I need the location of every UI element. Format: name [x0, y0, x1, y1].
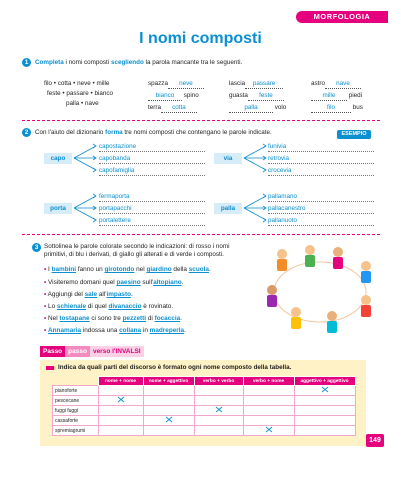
sentence: • I bambini fanno un girotondo nel giardino della scuola.	[44, 266, 211, 273]
page-title: I nomi composti	[139, 30, 262, 47]
bracket-arrows	[242, 142, 268, 176]
compound-item: bianco spino	[148, 92, 199, 101]
stem-word: palla	[214, 203, 242, 214]
exercise-2-instruction: Con l'aiuto del dizionario forma tre nomi composti che contengano le parole indicate.	[35, 129, 272, 136]
sentence: • Lo schienale di quel divanaccio è rovinato.	[44, 303, 174, 310]
exercise-number-1: 1	[22, 58, 31, 67]
bracket-arrows	[72, 142, 98, 176]
sentence: • Nel tostapane ci sono tre pezzetti di focaccia.	[44, 315, 182, 322]
children-circle-illustration	[262, 240, 378, 336]
table-header-cell: aggettivo + aggettivo	[294, 377, 355, 386]
answer-cell[interactable]	[194, 406, 243, 416]
answer-cell[interactable]	[98, 416, 143, 426]
sentence: • Visiteremo domani quel paesino sull'altopiano.	[44, 279, 184, 286]
table-header-row	[53, 377, 356, 386]
bracket-arrows	[72, 192, 98, 226]
compound-item: mille piedi	[311, 92, 362, 101]
example-label: ESEMPIO	[337, 130, 371, 139]
compound-word[interactable]: retrovia	[268, 154, 374, 164]
exercise-1-instruction: Completa i nomi composti scegliendo la parola mancante tra le seguenti.	[35, 59, 243, 66]
answer-cell[interactable]	[143, 426, 194, 436]
exercise-number-2: 2	[22, 128, 31, 137]
check-mark-icon	[117, 396, 125, 403]
compound-item: palla volo	[229, 104, 286, 113]
table-row	[53, 386, 356, 396]
answer-cell[interactable]	[194, 396, 243, 406]
answer-cell[interactable]	[243, 416, 294, 426]
row-label: spremiagrumi	[53, 426, 99, 436]
stem-word: via	[214, 153, 242, 164]
compound-word[interactable]: capofamiglia	[99, 166, 205, 176]
compound-word[interactable]: portapacchi	[99, 204, 205, 214]
table-row	[53, 406, 356, 416]
parts-of-speech-table	[52, 376, 356, 436]
answer-cell[interactable]	[194, 426, 243, 436]
table-row	[53, 426, 356, 436]
invalsi-header: Passo passo verso l'INVALSI	[40, 346, 144, 357]
answer-cell[interactable]	[194, 386, 243, 396]
compound-item: spazza neve	[148, 80, 204, 89]
compound-word[interactable]: portalettere	[99, 216, 205, 226]
row-label: cassaforte	[53, 416, 99, 426]
compound-word[interactable]: pallamano	[268, 192, 374, 202]
table-header-cell	[53, 377, 99, 386]
compound-word[interactable]: crocevia	[268, 166, 374, 176]
answer-cell[interactable]	[98, 406, 143, 416]
answer-cell[interactable]	[294, 386, 355, 396]
table-header-cell: verbo + nome	[243, 377, 294, 386]
compound-item: guasta feste	[229, 92, 284, 101]
exercise-number-3: 3	[32, 243, 41, 252]
sentence: • Aggiungi del sale all'impasto.	[44, 291, 133, 298]
compound-word[interactable]: capobanda	[99, 154, 205, 164]
answer-cell[interactable]	[143, 396, 194, 406]
answer-cell[interactable]	[294, 426, 355, 436]
page-number: 149	[366, 434, 384, 447]
answer-cell[interactable]	[143, 386, 194, 396]
table-header-cell: nome + nome	[98, 377, 143, 386]
check-mark-icon	[265, 426, 273, 433]
answer-cell[interactable]	[243, 396, 294, 406]
answer-cell[interactable]	[98, 386, 143, 396]
table-header-cell: verbo + verbo	[194, 377, 243, 386]
row-label: pescecane	[53, 396, 99, 406]
answer-cell[interactable]	[243, 426, 294, 436]
stem-word: capo	[44, 153, 72, 164]
answer-cell[interactable]	[194, 416, 243, 426]
compound-item: filo bus	[311, 104, 363, 113]
compound-word[interactable]: pallanuoto	[268, 216, 374, 226]
word-bank: filo • cotta • neve • mille feste • passare • bianco palla • nave	[44, 80, 114, 107]
answer-cell[interactable]	[143, 406, 194, 416]
section-tag: MORFOLOGIA	[296, 11, 388, 23]
check-mark-icon	[165, 416, 173, 423]
pencil-icon	[46, 365, 56, 371]
compound-item: terra cotta	[148, 104, 197, 113]
compound-word[interactable]: pallacanestro	[268, 204, 374, 214]
row-label: pianoforte	[53, 386, 99, 396]
table-header-cell: nome + aggettivo	[143, 377, 194, 386]
answer-cell[interactable]	[243, 406, 294, 416]
compound-item: astro nave	[311, 80, 361, 89]
answer-cell[interactable]	[294, 406, 355, 416]
section-divider	[22, 120, 380, 122]
check-mark-icon	[215, 406, 223, 413]
answer-cell[interactable]	[294, 416, 355, 426]
answer-cell[interactable]	[98, 426, 143, 436]
invalsi-box	[40, 360, 366, 446]
check-mark-icon	[321, 386, 329, 393]
invalsi-instruction: Indica da quali parti del discorso è formato ogni nome composto della tabella.	[58, 364, 292, 371]
answer-cell[interactable]	[98, 396, 143, 406]
compound-word[interactable]: capostazione	[99, 142, 205, 152]
sentence: • Annamaria indossa una collana in madreperla.	[44, 327, 186, 334]
answer-cell[interactable]	[243, 386, 294, 396]
answer-cell[interactable]	[143, 416, 194, 426]
section-divider	[22, 234, 380, 236]
bracket-arrows	[242, 192, 268, 226]
stem-word: porta	[44, 203, 72, 214]
table-row	[53, 416, 356, 426]
compound-item: lascia passare	[229, 80, 283, 89]
compound-word[interactable]: funivia	[268, 142, 374, 152]
answer-cell[interactable]	[294, 396, 355, 406]
row-label: fuggi fuggi	[53, 406, 99, 416]
compound-word[interactable]: fermaporta	[99, 192, 205, 202]
table-row	[53, 396, 356, 406]
exercise-3-instruction: Sottolinea le parole colorate secondo le indicazioni: di rosso i nomi primitivi, di blu i derivati, di giallo gli alterati e di verde i composti.	[44, 243, 230, 258]
